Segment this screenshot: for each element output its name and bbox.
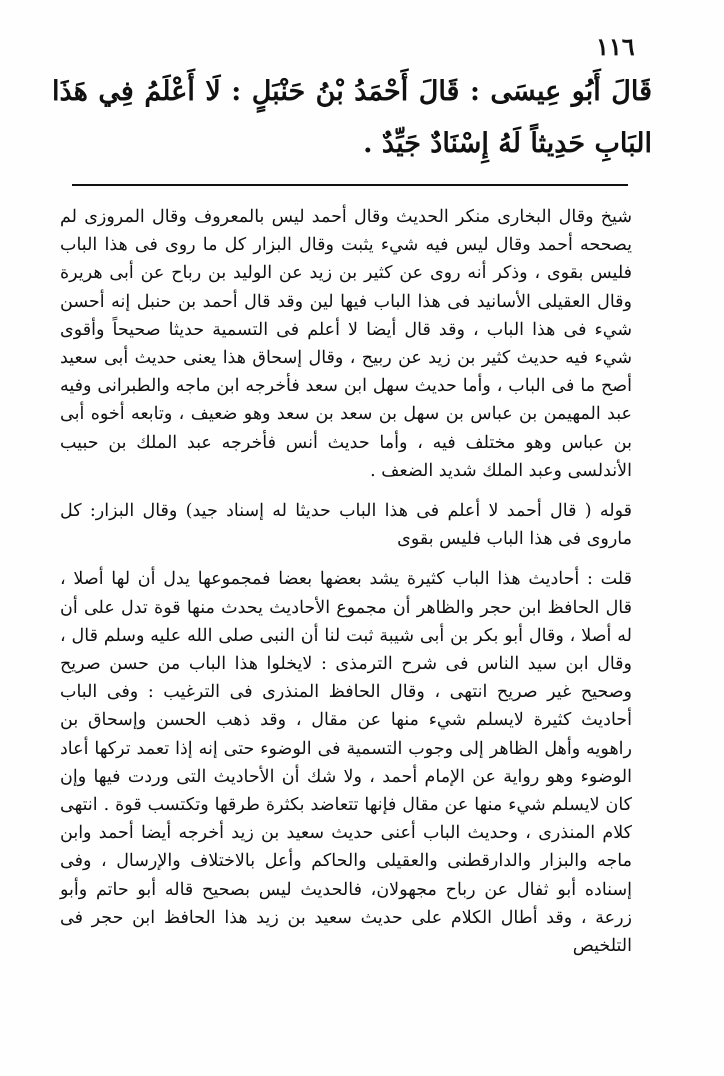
commentary-section	[60, 203, 632, 960]
hadith-main-text: قَالَ أَبُو عِيسَى : قَالَ أَحْمَدُ بْنُ حَنْبَلٍ : لَا أَعْلَمُ فِي هَذَا البَابِ حَدِيثاً لَهُ إِسْنَادٌ جَيِّدٌ .	[52, 76, 652, 159]
separator-rule	[72, 184, 628, 186]
page-number: ١١٦	[596, 32, 635, 61]
commentary-paragraph-1: شيخ وقال البخارى منكر الحديث وقال أحمد ليس بالمعروف وقال المروزى لم يصححه أحمد وقال ليس فيه شيء يثبت وقال البزار كل ما روى فى هذا الباب فليس بقوى ، وذكر أنه روى عن كثير بن زيد عن الوليد بن رباح عن أبى هريرة وقال العقيلى الأسانيد فى هذا الباب فيها لين وقد قال أحمد بن حنبل إنه أحسن شيء فى هذا الباب ، وقد قال أيضا لا أعلم فى التسمية حديثا صحيحاً وأقوى شيء فيه حديث كثير بن زيد عن ربيح ، وقال إسحاق هذا يعنى حديث أبى سعيد أصح ما فى الباب ، وأما حديث سهل ابن سعد فأخرجه ابن ماجه والطبرانى وفيه عبد المهيمن بن عباس بن سهل بن سعد بن سعد وهو ضعيف ، وتابعه أخوه أبى بن عباس وهو مختلف فيه ، وأما حديث أنس فأخرجه عبد الملك بن حبيب الأندلسى وعبد الملك شديد الضعف .	[60, 207, 632, 481]
commentary-paragraph-2: قوله ( قال أحمد لا أعلم فى هذا الباب حديثا له إسناد جيد) وقال البزار: كل ماروى فى هذا الباب فليس بقوى	[60, 501, 632, 550]
commentary-paragraph-3: قلت : أحاديث هذا الباب كثيرة يشد بعضها بعضا فمجموعها يدل أن لها أصلا ، قال الحافظ ابن حجر والظاهر أن مجموع الأحاديث يحدث منها قوة تدل على أن له أصلا ، وقال أبو بكر بن أبى شيبة ثبت لنا أن النبى صلى الله عليه وسلم قال ، وقال ابن سيد الناس فى شرح الترمذى : لايخلوا هذا الباب من حسن صريح وصحيح غير صريح انتهى ، وقال الحافظ المنذرى فى الترغيب : وفى الباب أحاديث كثيرة لايسلم شيء منها عن مقال ، وقد ذهب الحسن وإسحاق بن راهويه وأهل الظاهر إلى وجوب التسمية فى الوضوء حتى إنه إذا تعمد تركها أعاد الوضوء وهو رواية عن الإمام أحمد ، ولا شك أن الأحاديث التى وردت فيها وإن كان لايسلم شيء منها عن مقال فإنها تتعاضد بكثرة طرقها وتكتسب قوة . انتهى كلام المنذرى ، وحديث الباب أعنى حديث سعيد بن زيد أخرجه أيضا أحمد وابن ماجه والبزار والدارقطنى والعقيلى والحاكم وأعل بالاختلاف والإرسال ، وفى إسناده أبو ثفال عن رباح مجهولان، فالحديث ليس بصحيح قاله أبو حاتم وأبو زرعة ، وقد أطال الكلام على حديث سعيد بن زيد هذا الحافظ ابن حجر فى التلخيص	[60, 569, 632, 957]
